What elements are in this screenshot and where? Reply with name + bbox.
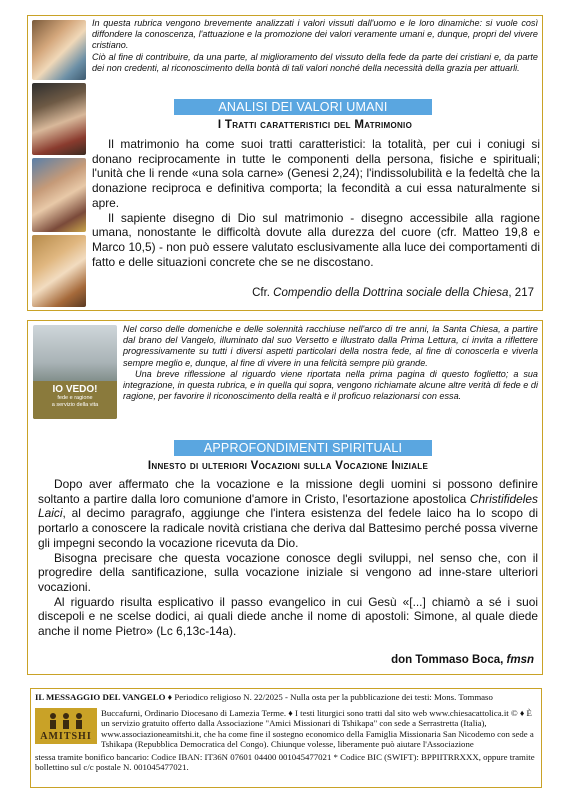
body-paragraph: Bisogna precisare che questa vocazione conosce degli sviluppi, nel senso che, con il progredire della santificazione, sulla vocazione iniziale si vengono ad inne-stare ulteriori vocazioni. (38, 550, 538, 594)
citation (94, 287, 534, 299)
intro-paragraph: Una breve riflessione al riguardo viene riportata nella prima pagina di questo foglietto; a sua integrazione, in questa rubrica, e in quella qui sopra, vengono richiamate alcune altre verità di fede e di ragione, per favorire il riconoscimento della realtà e il proficuo relazionarsi con essa. (123, 368, 538, 402)
footer-line (35, 692, 537, 702)
citation-suffix: , 217 (508, 287, 534, 299)
intro-paragraph: Ciò al fine di contribuire, da una parte, al miglioramento del vissuto della fede da parte dei cristiani e, da parte dei non credenti, al riconoscimento della bontà di tali valori nonché della necessità della grazia per attuarli. (92, 51, 538, 73)
body-text: , al decimo paragrafo, aggiunge che l'intera esistenza del fedele laico ha lo scopo di portarlo a conoscere la radicale novità cristiana che deriva dal Battesimo perché possa viverne gli impegni secondo la vocazione ricevuta da Dio. (38, 506, 538, 550)
section-banner: ANALISI DEI VALORI UMANI (174, 99, 432, 115)
section-intro (123, 324, 538, 402)
footer-description: Buccafurni, Ordinario Diocesano di Lamezia Terme. ♦ I testi liturgici sono tratti dal sito web www.chiesacattolica.it © ♦ È un servizio gratuito offerto dalla Associazione "Amici Missionari di Tshikapa" con sede a Serrastretta (Italia), www.associazioneamitshi.it, che ha come fine il sostegno economico della Famiglia Missionaria San Nicodemo con sede a Tshikapa (Repubblica Democratica del Congo). Chiunque volesse, liberamente può aiutare l'Associazione (101, 708, 534, 750)
section-intro (92, 18, 538, 74)
publication-name: IL MESSAGGIO DEL VANGELO (35, 692, 166, 702)
logo-band (33, 381, 117, 419)
author-name: don Tommaso Boca (391, 654, 501, 666)
amitshi-logo (35, 708, 97, 744)
article-body (38, 477, 538, 639)
logo-title: IO VEDO! (52, 384, 98, 395)
intro-paragraph: In questa rubrica vengono brevemente analizzati i valori vissuti dall'uomo e le loro dinamiche: si vuole così diffondere la conoscenza, l'attuazione e la promozione dei valori veramente umani e, dunque, propri del vivere cristiano. (92, 18, 538, 51)
article-title: I Tratti caratteristici del Matrimonio (217, 119, 413, 131)
author-signature: don Tommaso Boca, fmsn (391, 654, 534, 666)
body-paragraph: Il matrimonio ha come suoi tratti caratteristici: la totalità, per cui i coniugi si donano reciprocamente in tutte le componenti della persona, fisiche e spirituali; l'unità che li rende «una sola carne» (Genesi 2,24); l'indissolubilità e la fedeltà che la donazione reciproca e definitiva comporta; la fecondità a cui essa naturalmente si apre. (92, 137, 540, 210)
logo-subtitle: fede e ragione (57, 395, 93, 401)
article-title: Innesto di ulteriori Vocazioni sulla Vocazione Iniziale (147, 460, 429, 472)
citation-title: Compendio della Dottrina sociale della Chiesa (273, 287, 509, 299)
document-title: Christifideles Laici (38, 491, 538, 521)
section-banner: APPROFONDIMENTI SPIRITUALI (174, 440, 432, 456)
woman-with-sword-image (32, 83, 86, 155)
body-paragraph: Il sapiente disegno di Dio sul matrimonio - disegno accessibile alla ragione umana, nonostante le difficoltà dovute alla durezza del cuore (cfr. Matteo 19,8 e Marco 10,5) - non può essere valutato esclusivamente alla luce dei comportamenti di fatto e delle situazioni concrete che se ne discostano. (92, 210, 540, 269)
body-text: Dopo aver affermato che la vocazione e la missione degli uomini si possono definire soltanto a partire dalla loro comunione d'amore in Cristo, l'esortazione apostolica (38, 477, 538, 506)
article-body (92, 137, 540, 269)
body-paragraph: Al riguardo risulta esplicativo il passo evangelico in cui Gesù «[...] chiamò a sé i suoi discepoli e ne scelse dodici, ai quali diede anche il nome di apostoli: Simone, al quale diede anche il nome Pietro» (Lc 6,13c-14a). (38, 594, 538, 639)
spiritual-section (27, 320, 543, 675)
citation-prefix: Cfr. (252, 287, 270, 299)
woman-with-jar-image (32, 235, 86, 307)
publication-info: ♦ Periodico religioso N. 22/2025 - Nulla osta per la pubblicazione dei testi: Mons. Tommaso (165, 692, 493, 702)
footer-bank-info: stessa tramite bonifico bancario: Codice IBAN: IT36N 07601 04400 001045477021 * Codice BIC (SWIFT): BPPIITRRXXX, oppure tramite bollettino sul c/c postale N. 001045477021. (35, 752, 535, 773)
logo-subtitle: a servizio della vita (51, 402, 99, 408)
people-icon (45, 712, 87, 730)
woman-with-sword-image-2 (32, 158, 86, 232)
human-values-section (27, 15, 543, 311)
woman-with-mirror-image (32, 20, 86, 80)
logo-text: AMITSHI (40, 731, 92, 742)
author-order: fmsn (506, 654, 534, 666)
intro-paragraph: Nel corso delle domeniche e delle solennità racchiuse nell'arco di tre anni, la Santa Chiesa, a partire dal brano del Vangelo, illuminato dal suo Versetto e illustrato dalla Prima Lettura, ci invita a riflettere progressivamente su tutti i diversi aspetti particolari della nostra fede, al fine di conoscerla e viverla sempre meglio e, dunque, al fine di vivere in una felicità sempre più grande. (123, 324, 538, 368)
io-vedo-logo (33, 325, 117, 419)
publication-footer (30, 688, 542, 788)
body-paragraph (38, 477, 538, 551)
